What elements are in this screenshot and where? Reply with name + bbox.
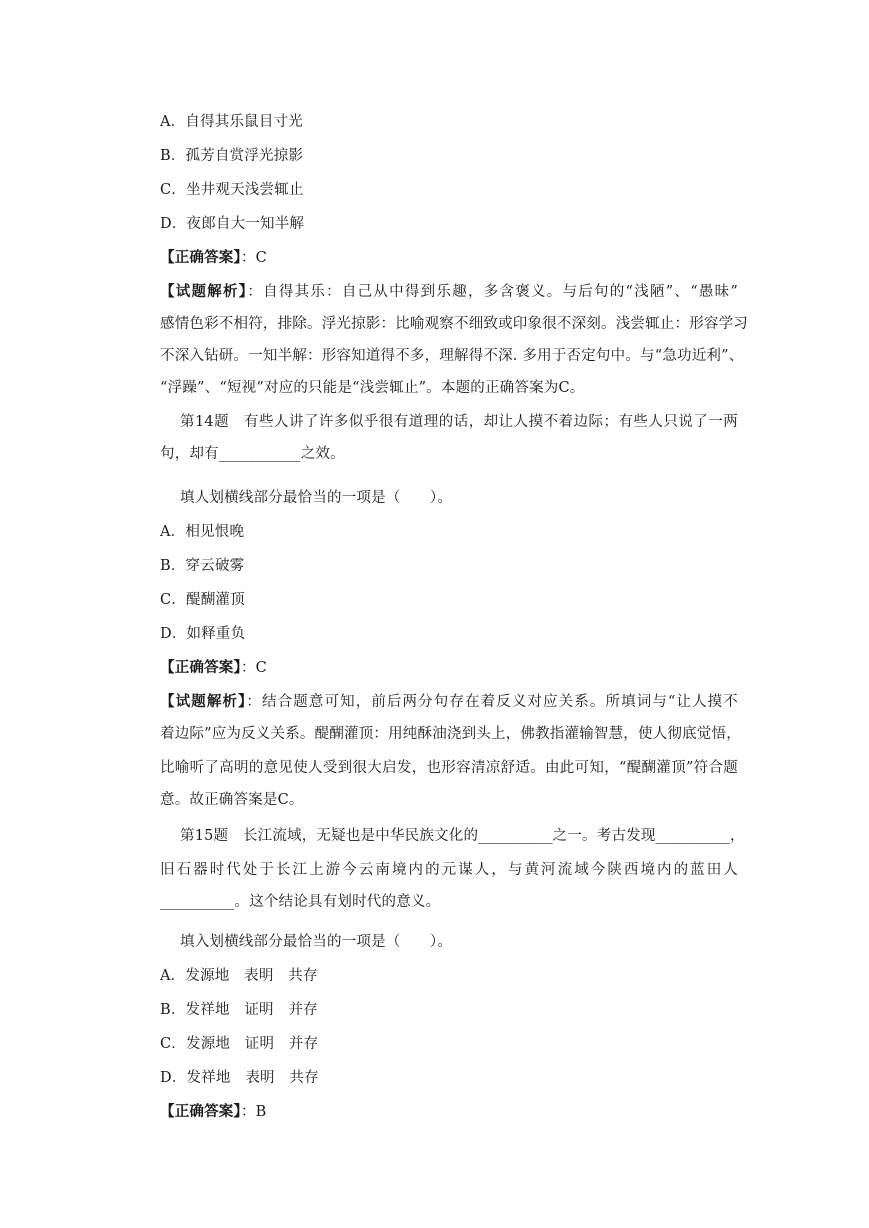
q14-analysis-line-4: 意。故正确答案是C。 [160, 792, 304, 808]
q13-answer [160, 248, 267, 268]
q15-stem-line-3: __________。这个结论具有划时代的意义。 [160, 894, 441, 910]
q13-analysis-text-1: ：自得其乐：自己从中得到乐趣，多含褒义。与后句的“浅陋”、“愚昧” [247, 284, 738, 300]
q15-answer-label: 【正确答案】 [160, 1103, 241, 1120]
q13-answer-label: 【正确答案】 [160, 249, 241, 266]
q14-analysis-line-2: 着边际”应为反义关系。醍醐灌顶：用纯酥油浇到头上，佛教指灌输智慧，使人彻底觉悟， [160, 726, 741, 742]
q14-analysis-label: 【试题解析】 [160, 693, 247, 710]
q13-analysis-line-3: 不深入钻研。一知半解：形容知道得不多，理解得不深. 多用于否定句中。与“急功近利”、 [160, 348, 744, 364]
q15-option-b: B．发祥地 证明 并存 [160, 1002, 318, 1018]
q14-option-c: C．醍醐灌顶 [160, 592, 245, 608]
q14-analysis-text-1: ：结合题意可知，前后两分句存在着反义对应关系。所填词与“让人摸不 [246, 694, 738, 710]
q13-analysis-label: 【试题解析】 [160, 283, 248, 300]
q13-answer-value: ：C [240, 250, 267, 266]
q14-stem-line-2: 句，却有___________之效。 [160, 446, 345, 462]
q13-analysis-line-1 [160, 282, 738, 302]
q13-option-c: C．坐井观天浅尝辄止 [160, 182, 304, 198]
q15-answer-value: ：B [240, 1104, 267, 1120]
q14-answer-label: 【正确答案】 [160, 659, 241, 676]
q14-stem-line-1: 第14题 有些人讲了许多似乎很有道理的话，却让人摸不着边际；有些人只说了一两 [180, 414, 738, 430]
q13-option-b: B．孤芳自赏浮光掠影 [160, 148, 304, 164]
q14-option-d: D．如释重负 [160, 626, 246, 642]
q15-stem-line-1: 第15题 长江流域，无疑也是中华民族文化的__________之一。考古发现__________， [180, 828, 745, 844]
q14-option-b: B．穿云破雾 [160, 558, 245, 574]
q14-analysis-line-1 [160, 692, 738, 712]
q14-answer [160, 658, 267, 678]
q14-prompt: 填人划横线部分最恰当的一项是（ ）。 [180, 490, 453, 506]
q13-option-a: A．自得其乐鼠目寸光 [160, 114, 303, 130]
q15-option-d: D．发祥地 表明 共存 [160, 1070, 319, 1086]
q15-answer [160, 1102, 267, 1122]
q15-prompt: 填入划横线部分最恰当的一项是（ ）。 [180, 934, 453, 950]
q14-analysis-line-3: 比喻听了高明的意见使人受到很大启发，也形容清凉舒适。由此可知，“醍醐灌顶”符合题 [160, 760, 738, 776]
q14-answer-value: ：C [240, 660, 267, 676]
q13-analysis-line-2: 感情色彩不相符，排除。浮光掠影：比喻观察不细致或印象很不深刻。浅尝辄止：形容学习 [160, 316, 748, 332]
q15-option-a: A．发源地 表明 共存 [160, 968, 318, 984]
q15-stem-line-2: 旧石器时代处于长江上游今云南境内的元谋人，与黄河流域今陕西境内的蓝田人 [160, 862, 738, 878]
q15-option-c: C．发源地 证明 并存 [160, 1036, 319, 1052]
q14-option-a: A．相见恨晚 [160, 524, 245, 540]
q13-option-d: D．夜郎自大一知半解 [160, 216, 305, 232]
q13-analysis-line-4: “浮躁”、“短视”对应的只能是“浅尝辄止”。本题的正确答案为C。 [160, 380, 585, 396]
